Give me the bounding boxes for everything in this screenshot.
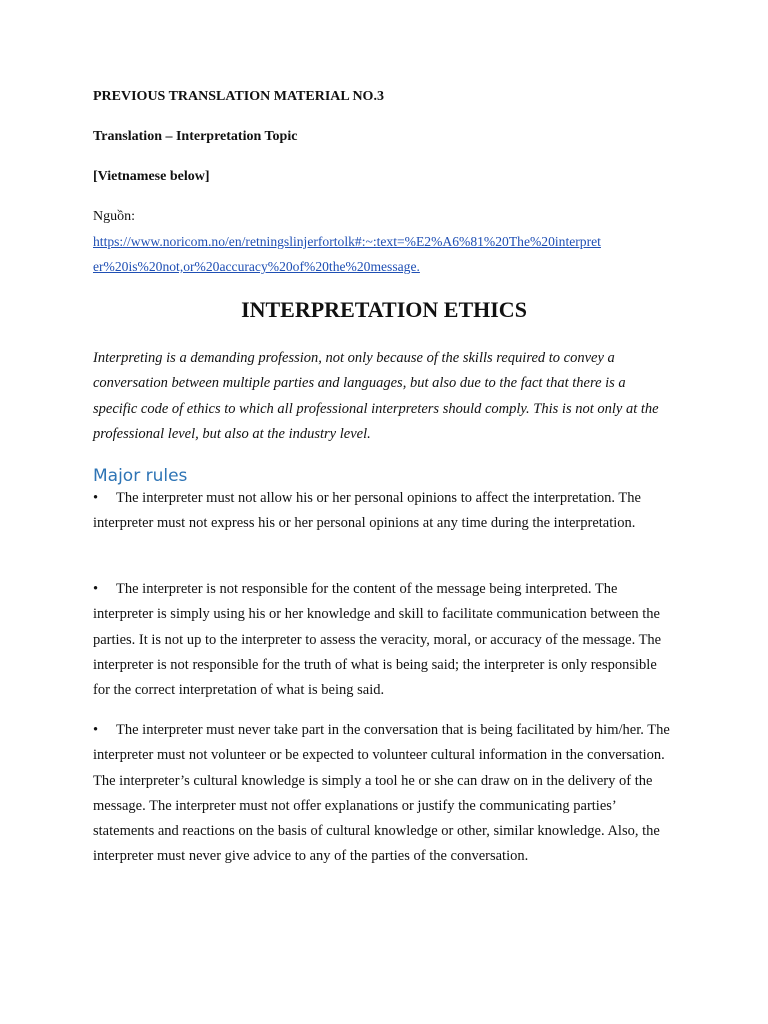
- rule-item: [93, 577, 673, 703]
- source-link-line-1[interactable]: https://www.noricom.no/en/retningslinjerfortolk#:~:text=%E2%A6%81%20The%20interpret: [93, 234, 601, 249]
- section-heading: Major rules: [93, 466, 188, 486]
- rule-text: The interpreter is not responsible for the content of the message being interpreted. The interpreter is simply using his or her knowledge and skill to facilitate communication between the parties. It is not up to the interpreter to assess the veracity, moral, or accuracy of the message. The interpreter is not responsible for the truth of what is being said; the interpreter is only responsible for the correct interpretation of what is being said.: [93, 581, 662, 699]
- bullet-icon: •: [93, 722, 99, 738]
- rule-text: The interpreter must never take part in the conversation that is being facilitated by him/her. The interpreter must not volunteer or be expected to volunteer cultural information in the conversation. The interpreter’s cultural knowledge is simply a tool he or she can draw on in the delivery of the message. The interpreter must not offer explanations or justify the communicating parties’ statements and reactions on the basis of cultural knowledge or other, similar knowledge. Also, the interpreter must never give advice to any of the parties of the conversation.: [93, 722, 670, 865]
- intro-paragraph: Interpreting is a demanding profession, not only because of the skills required to convey a conversation between multiple parties and languages, but also due to the fact that there is a specific code of ethics to which all professional interpreters should comply. This is not only at the professional level, but also at the industry level.: [93, 350, 659, 442]
- rule-item: [93, 486, 673, 537]
- bullet-icon: •: [93, 581, 99, 597]
- source-label: Nguồn:: [93, 209, 135, 224]
- vietnamese-note: [Vietnamese below]: [93, 169, 210, 184]
- topic-line: Translation – Interpretation Topic: [93, 129, 298, 144]
- rule-item: [93, 718, 673, 870]
- source-link-line-2[interactable]: er%20is%20not,or%20accuracy%20of%20the%20message.: [93, 259, 420, 274]
- document-title: INTERPRETATION ETHICS: [241, 297, 527, 322]
- bullet-icon: •: [93, 490, 99, 506]
- rule-text: The interpreter must not allow his or her personal opinions to affect the interpretation. The interpreter must not express his or her personal opinions at any time during the interpretation.: [93, 490, 641, 532]
- material-title: PREVIOUS TRANSLATION MATERIAL NO.3: [93, 89, 384, 104]
